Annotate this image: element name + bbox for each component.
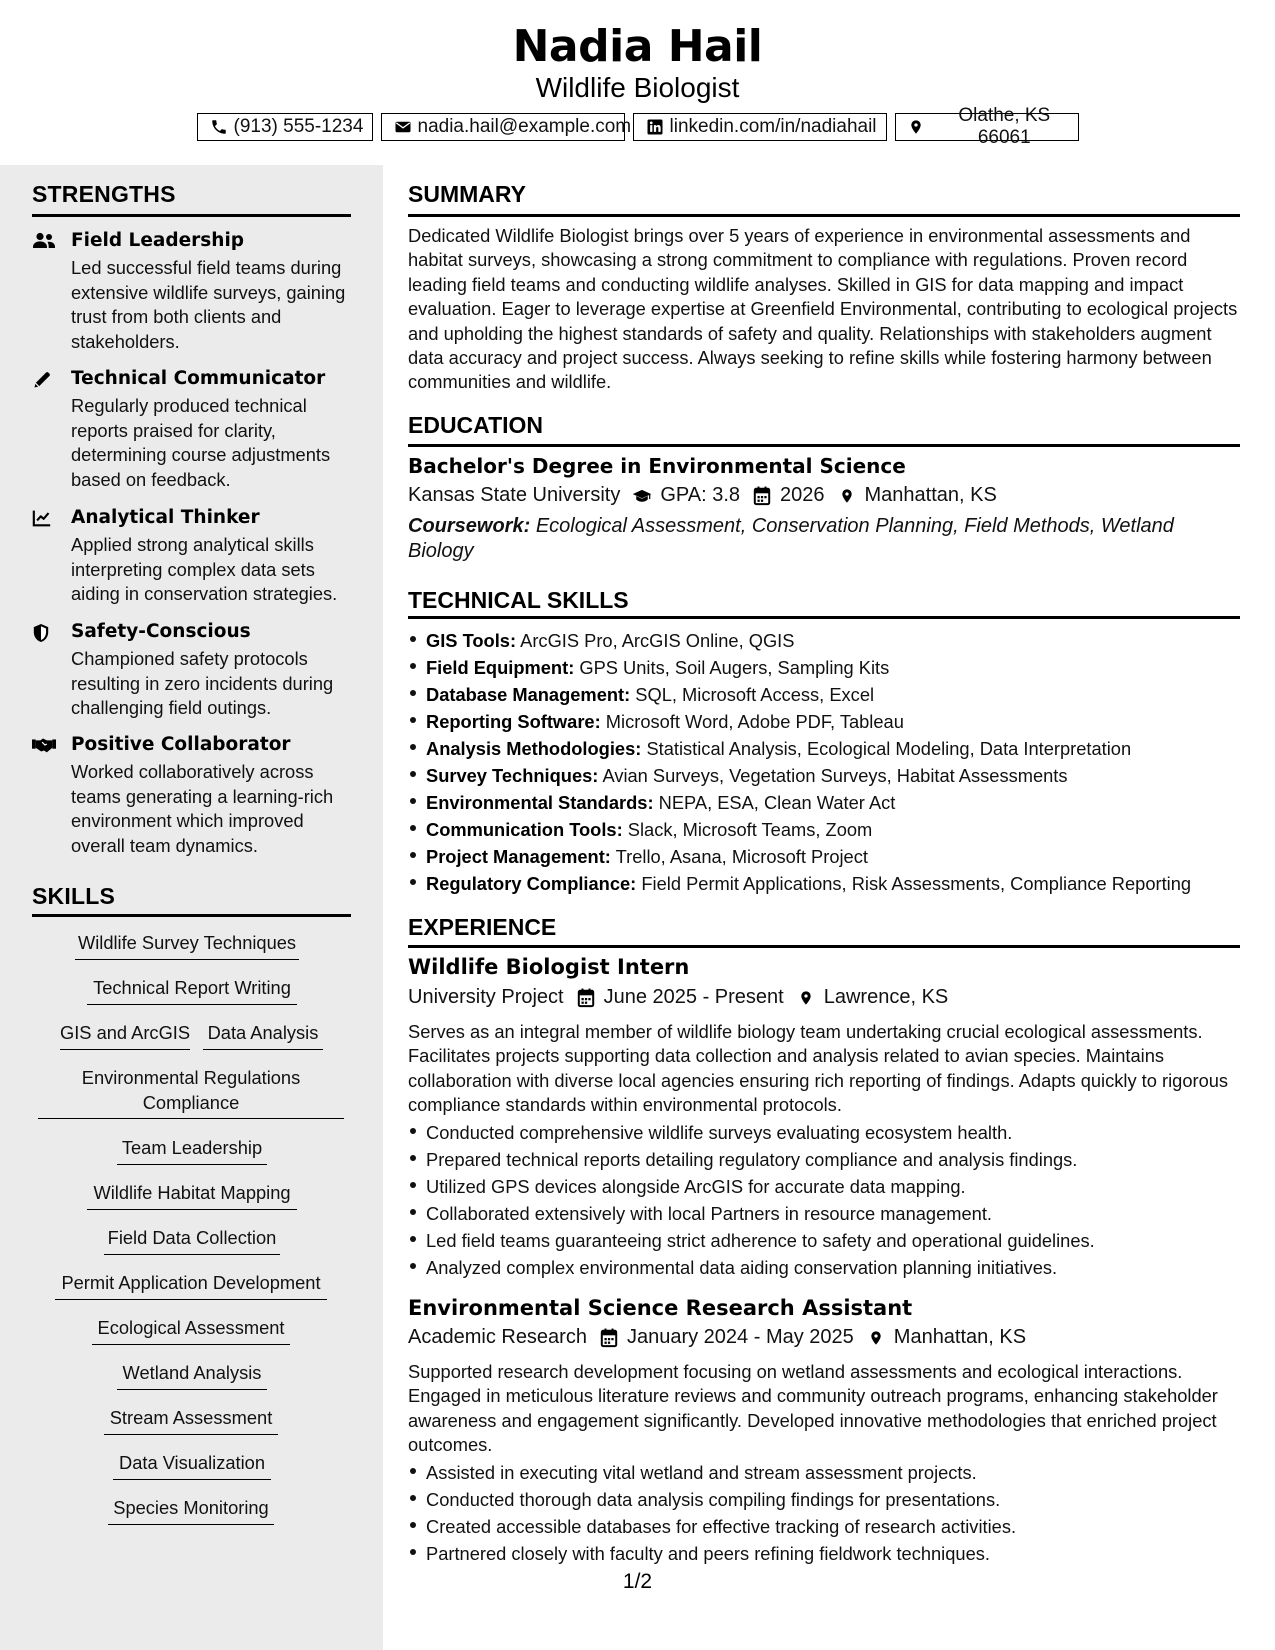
- skill-tag: GIS and ArcGIS: [60, 1021, 190, 1050]
- skill-tag: Data Analysis: [203, 1021, 323, 1050]
- skill-tag: Wildlife Survey Techniques: [75, 931, 299, 960]
- list-item: Assisted in executing vital wetland and stream assessment projects.: [408, 1459, 1248, 1486]
- map-pin-icon: [866, 1328, 886, 1348]
- strength-title: Analytical Thinker: [71, 507, 260, 528]
- skill-tag: Data Visualization: [113, 1451, 271, 1480]
- skills-heading: SKILLS: [32, 883, 115, 909]
- list-item: Analyzed complex environmental data aiding conservation planning initiatives.: [408, 1254, 1248, 1281]
- pencil-icon: [32, 370, 56, 390]
- calendar-icon: [576, 988, 596, 1008]
- phone-icon: [210, 118, 228, 136]
- list-item: Database Management: SQL, Microsoft Access, Excel: [408, 681, 1248, 708]
- job-title: Wildlife Biologist Intern: [408, 955, 690, 979]
- experience-heading: EXPERIENCE: [408, 914, 557, 940]
- page-number: 1/2: [622, 1570, 653, 1593]
- map-pin-icon: [796, 988, 816, 1008]
- skill-tag: Wetland Analysis: [117, 1361, 267, 1390]
- skill-tag: Field Data Collection: [104, 1226, 280, 1255]
- technical-skills-heading: TECHNICAL SKILLS: [408, 587, 629, 613]
- linkedin-icon: [646, 118, 664, 136]
- education-divider: [408, 444, 1240, 447]
- summary-heading: SUMMARY: [408, 181, 526, 207]
- job-bullets: [408, 1459, 1248, 1567]
- list-item: Conducted comprehensive wildlife surveys evaluating ecosystem health.: [408, 1119, 1248, 1146]
- list-item: Regulatory Compliance: Field Permit Applications, Risk Assessments, Compliance Reporting: [408, 870, 1248, 897]
- school-name: Kansas State University: [408, 484, 621, 506]
- skill-tag: Team Leadership: [117, 1136, 267, 1165]
- resume-header: [0, 0, 1275, 165]
- list-item: Conducted thorough data analysis compiling findings for presentations.: [408, 1486, 1248, 1513]
- candidate-role: Wildlife Biologist: [535, 72, 740, 103]
- skill-tag: Wildlife Habitat Mapping: [87, 1181, 297, 1210]
- list-item: Created accessible databases for effective tracking of research activities.: [408, 1513, 1248, 1540]
- strengths-heading: STRENGTHS: [32, 181, 176, 207]
- chart-line-icon: [32, 509, 56, 529]
- list-item: GIS Tools: ArcGIS Pro, ArcGIS Online, QGIS: [408, 627, 1248, 654]
- list-item: Field Equipment: GPS Units, Soil Augers, Sampling Kits: [408, 654, 1248, 681]
- contact-location: [895, 105, 1079, 148]
- skills-divider: [32, 914, 351, 917]
- list-item: Led field teams guaranteeing strict adherence to safety and operational guidelines.: [408, 1227, 1248, 1254]
- coursework: [408, 514, 1240, 563]
- skill-tag: Species Monitoring: [108, 1496, 274, 1525]
- users-icon: [32, 232, 56, 252]
- summary-text: Dedicated Wildlife Biologist brings over 5 years of experience in environmental assessments and habitat surveys, showcasing a strong commitment to compliance with regulations. Proven record leading field teams and conducting wildlife analyses. Skilled in GIS for data mapping and impact evaluation. Eager to leverage expertise at Greenfield Environmental, contributing to ecological projects and upholding the highest standards of safety and quality. Relationships with stakeholders augment data accuracy and project success. Always seeking to refine skills while fostering harmony between communities and wildlife.: [408, 225, 1238, 393]
- contact-linkedin[interactable]: [633, 113, 887, 141]
- technical-skills-list: [408, 627, 1248, 897]
- list-item: Collaborated extensively with local Partners in resource management.: [408, 1200, 1248, 1227]
- job-meta: [408, 986, 948, 1009]
- job-bullets: [408, 1119, 1248, 1281]
- list-item: Survey Techniques: Avian Surveys, Vegetation Surveys, Habitat Assessments: [408, 762, 1248, 789]
- map-pin-icon: [837, 486, 857, 506]
- contact-email-text: nadia.hail@example.com: [417, 116, 632, 137]
- strength-description: Applied strong analytical skills interpreting complex data sets aiding in conservation strategies.: [71, 534, 338, 604]
- shield-icon: [32, 623, 56, 643]
- summary-divider: [408, 214, 1240, 217]
- job-dates: January 2024 - May 2025: [626, 1326, 854, 1348]
- contact-location-text: Olathe, KS 66061: [958, 105, 1051, 148]
- education-meta: [408, 484, 997, 507]
- strength-description: Championed safety protocols resulting in zero incidents during challenging field outings.: [71, 648, 334, 718]
- gpa-text: GPA: 3.8: [660, 484, 740, 506]
- strength-title: Safety-Conscious: [71, 621, 251, 642]
- list-item: Partnered closely with faculty and peers refining fieldwork techniques.: [408, 1540, 1248, 1567]
- strengths-divider: [32, 214, 351, 217]
- calendar-icon: [752, 486, 772, 506]
- list-item: Environmental Standards: NEPA, ESA, Clean Water Act: [408, 789, 1248, 816]
- list-item: Communication Tools: Slack, Microsoft Teams, Zoom: [408, 816, 1248, 843]
- contact-linkedin-text: linkedin.com/in/nadiahail: [669, 116, 877, 137]
- job-organization: University Project: [408, 986, 564, 1008]
- list-item: Analysis Methodologies: Statistical Analysis, Ecological Modeling, Data Interpretation: [408, 735, 1248, 762]
- strength-description: Worked collaboratively across teams generating a learning-rich environment which improved overall team dynamics.: [71, 761, 334, 856]
- coursework-label: Coursework:: [408, 515, 531, 537]
- list-item: Reporting Software: Microsoft Word, Adobe PDF, Tableau: [408, 708, 1248, 735]
- job-location: Manhattan, KS: [893, 1326, 1027, 1348]
- degree-title: Bachelor's Degree in Environmental Science: [408, 454, 906, 478]
- contact-email[interactable]: [381, 113, 632, 141]
- strength-description: Led successful field teams during extensive wildlife surveys, gaining trust from both clients and stakeholders.: [71, 257, 346, 352]
- job-organization: Academic Research: [408, 1326, 587, 1348]
- skill-tag: Permit Application Development: [55, 1271, 327, 1300]
- education-location: Manhattan, KS: [864, 484, 997, 506]
- handshake-icon: [32, 736, 56, 756]
- strength-title: Positive Collaborator: [71, 734, 291, 755]
- strength-title: Field Leadership: [71, 230, 245, 251]
- calendar-icon: [599, 1328, 619, 1348]
- job-meta: [408, 1326, 1026, 1349]
- strength-title: Technical Communicator: [71, 368, 326, 389]
- list-item: Utilized GPS devices alongside ArcGIS for accurate data mapping.: [408, 1173, 1248, 1200]
- graduation-year: 2026: [780, 484, 825, 506]
- list-item: Project Management: Trello, Asana, Microsoft Project: [408, 843, 1248, 870]
- list-item: Prepared technical reports detailing regulatory compliance and analysis findings.: [408, 1146, 1248, 1173]
- technical-skills-divider: [408, 616, 1240, 619]
- job-summary: Serves as an integral member of wildlife biology team undertaking crucial ecological assessments. Facilitates projects supporting data collection and analysis related to avian species. Maintains collaboration with diverse local agencies ensuring rich reporting of findings. Adapts quickly to rigorous compliance standards within environmental protocols.: [408, 1021, 1229, 1116]
- skill-tag: Ecological Assessment: [92, 1316, 290, 1345]
- candidate-name: Nadia Hail: [512, 21, 763, 72]
- experience-divider: [408, 945, 1240, 948]
- strength-description: Regularly produced technical reports praised for clarity, determining course adjustments based on feedback.: [71, 395, 331, 490]
- skill-tag: Environmental Regulations Compliance: [38, 1066, 344, 1119]
- skill-tag: Stream Assessment: [104, 1406, 278, 1435]
- coursework-list: Ecological Assessment, Conservation Planning, Field Methods, Wetland Biology: [408, 515, 1174, 562]
- envelope-icon: [394, 118, 412, 136]
- map-pin-icon: [908, 118, 926, 136]
- contact-phone[interactable]: [197, 113, 373, 141]
- job-summary: Supported research development focusing on wetland assessments and ecological interactions. Engaged in meticulous literature reviews and community outreach programs, enhancing stakeholder awareness and engagement significantly. Developed innovative methodologies that enriched project outcomes.: [408, 1361, 1218, 1456]
- skill-tag: Technical Report Writing: [87, 976, 297, 1005]
- contact-phone-text: (913) 555-1234: [233, 116, 364, 137]
- graduation-cap-icon: [632, 486, 652, 506]
- job-location: Lawrence, KS: [823, 986, 949, 1008]
- job-dates: June 2025 - Present: [603, 986, 784, 1008]
- contact-bar: [0, 105, 1275, 148]
- education-heading: EDUCATION: [408, 412, 544, 438]
- job-title: Environmental Science Research Assistant: [408, 1296, 913, 1320]
